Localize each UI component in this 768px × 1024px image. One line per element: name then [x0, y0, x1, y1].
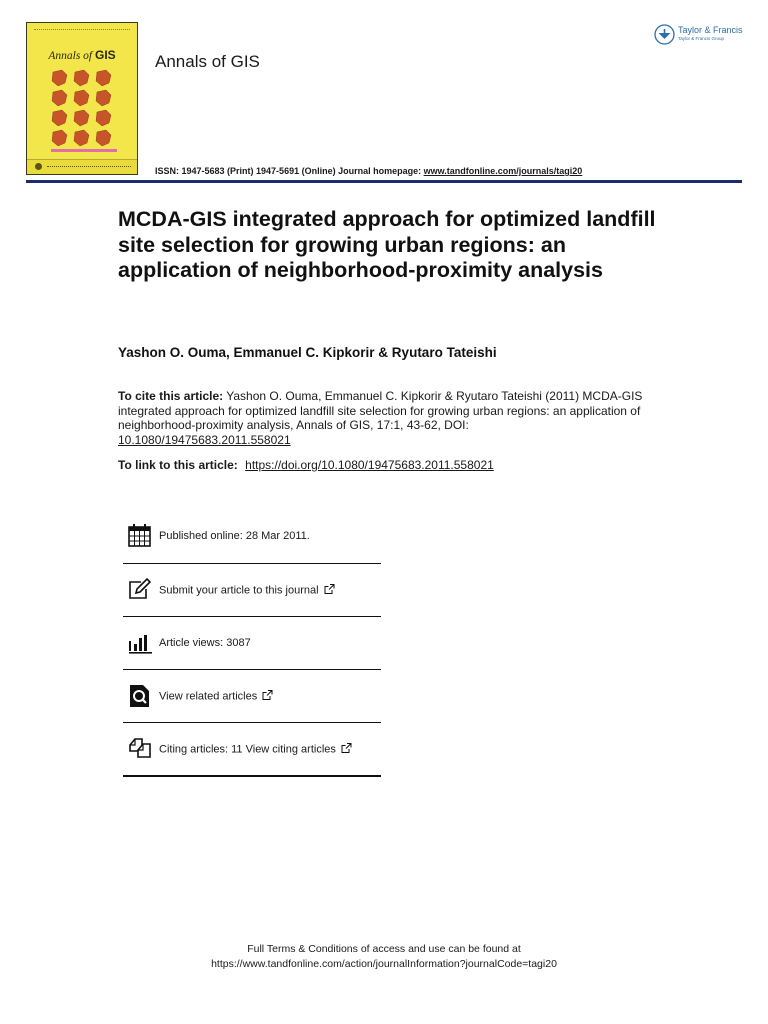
citation-text: Yashon O. Ouma, Emmanuel C. Kipkorir & Ryutaro Tateishi (2011) MCDA-GIS integrated approach for optimized landfill site selection for growing urban regions: an application of neighborhood-proximity analysis, Annals of GIS, 17:1, 43-62, DOI:	[118, 389, 643, 432]
submit-article-row[interactable]	[123, 564, 381, 617]
article-link-label: To link to this article:	[118, 458, 238, 472]
external-link-icon	[324, 584, 335, 595]
submit-article-label: Submit your article to this journal	[159, 584, 335, 597]
journal-homepage-link[interactable]: www.tandfonline.com/journals/tagi20	[423, 166, 583, 176]
cover-footer-bar	[27, 159, 137, 174]
cover-logo-icon	[35, 163, 42, 170]
citation-doi-link[interactable]: 10.1080/19475683.2011.558021	[118, 432, 291, 447]
related-articles-row[interactable]	[123, 670, 381, 723]
taylor-francis-emblem-icon	[654, 24, 675, 45]
article-views-row	[123, 617, 381, 670]
edit-icon	[127, 577, 153, 603]
publisher-name: Taylor & Francis	[678, 25, 743, 35]
citing-articles-icon	[127, 736, 153, 762]
publisher-logo[interactable]	[654, 22, 746, 48]
article-authors: Yashon O. Ouma, Emmanuel C. Kipkorir & Ryutaro Tateishi	[118, 345, 497, 360]
article-doi-link[interactable]: https://doi.org/10.1080/19475683.2011.558021	[245, 458, 494, 472]
bar-chart-icon	[127, 630, 153, 656]
cover-title: Annals of GIS	[48, 48, 116, 62]
citing-articles-row[interactable]	[123, 723, 381, 777]
citing-articles-label: Citing articles: 11 View citing articles	[159, 743, 352, 756]
related-articles-label: View related articles	[159, 690, 273, 703]
cover-maps-image	[49, 69, 119, 155]
article-link-line	[118, 458, 494, 472]
citation-block	[118, 389, 643, 447]
cover-footer-text-line	[47, 166, 131, 169]
article-metadata-list	[123, 508, 381, 777]
cover-top-text-line	[34, 29, 130, 32]
article-title: MCDA-GIS integrated approach for optimized landfill site selection for growing urban regions: an application of neighborhood-proximity analysis	[118, 207, 656, 282]
publisher-subline: Taylor & Francis Group	[678, 36, 725, 41]
published-online-row	[123, 508, 381, 564]
external-link-icon	[341, 743, 352, 754]
citation-label: To cite this article:	[118, 389, 224, 403]
issn-line	[155, 166, 582, 176]
header-divider	[26, 180, 742, 183]
calendar-icon	[127, 523, 153, 549]
published-online-label: Published online: 28 Mar 2011.	[159, 529, 310, 542]
terms-footer	[0, 942, 768, 972]
journal-cover[interactable]	[26, 22, 138, 175]
search-document-icon	[127, 683, 153, 709]
external-link-icon	[262, 690, 273, 701]
article-views-label: Article views: 3087	[159, 637, 251, 649]
issn-text: ISSN: 1947-5683 (Print) 1947-5691 (Online) Journal homepage:	[155, 166, 422, 176]
journal-name: Annals of GIS	[155, 52, 260, 71]
terms-footer-link[interactable]: https://www.tandfonline.com/action/journalInformation?journalCode=tagi20	[211, 958, 557, 970]
terms-footer-line1: Full Terms & Conditions of access and use can be found at	[247, 943, 521, 955]
